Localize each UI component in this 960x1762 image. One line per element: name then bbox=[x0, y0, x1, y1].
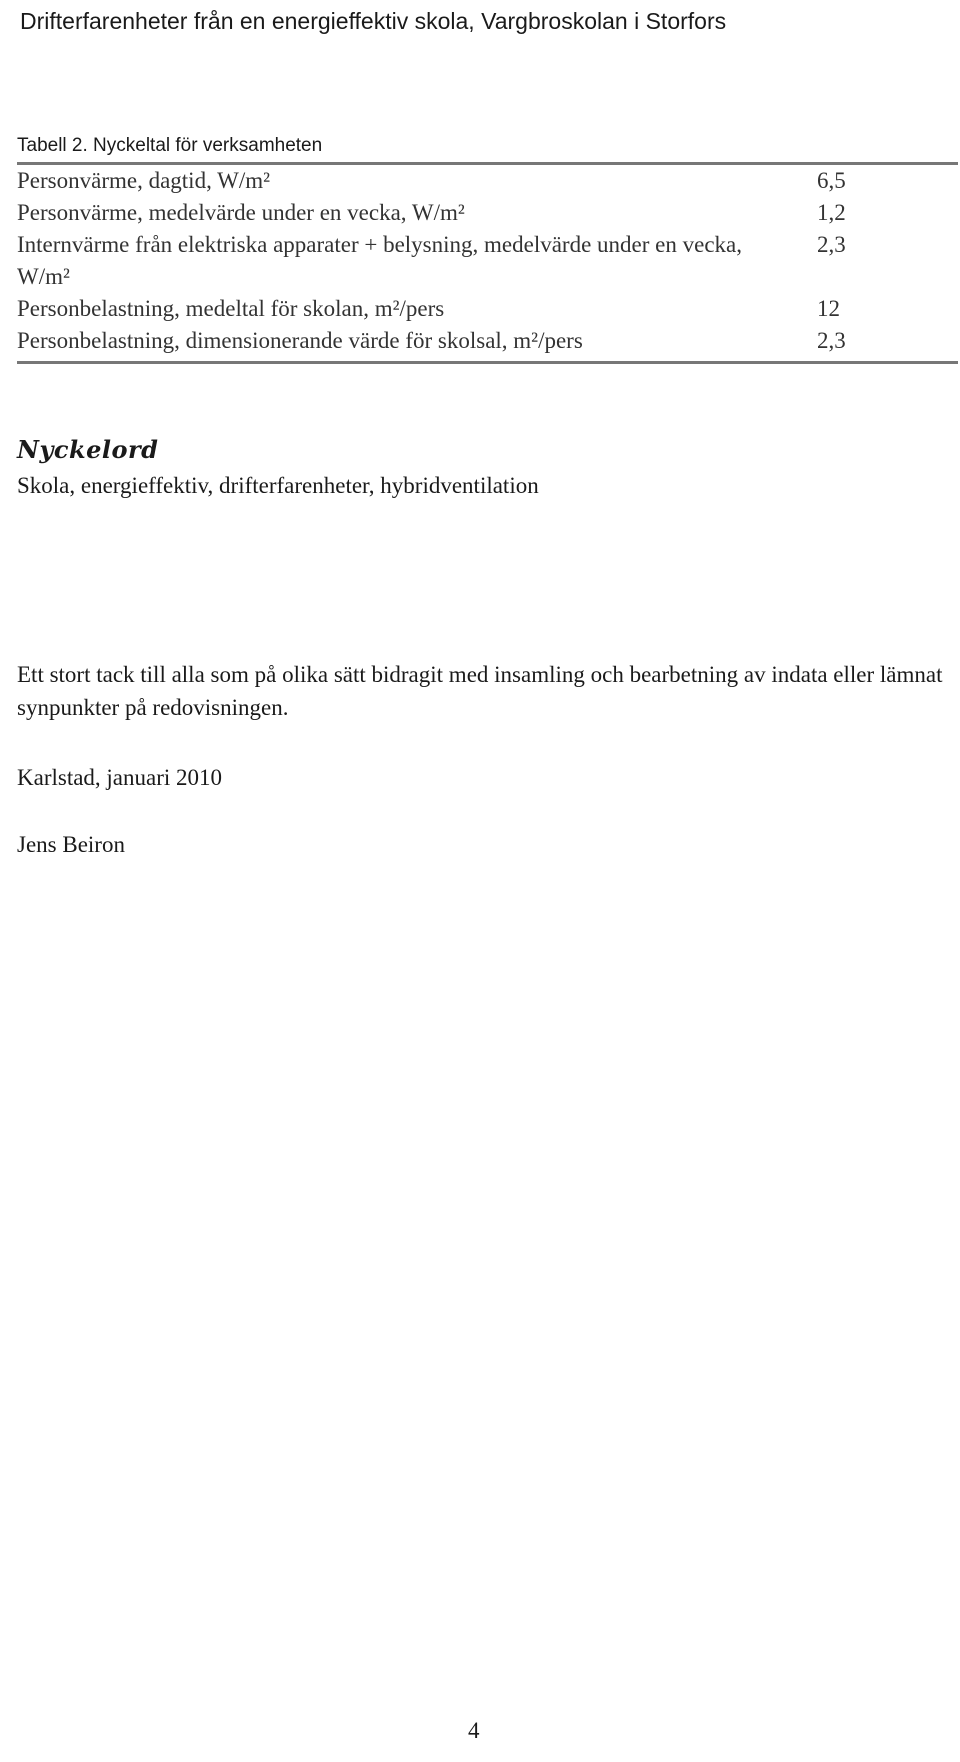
row-value: 2,3 bbox=[817, 232, 846, 257]
keywords-heading: Nyckelord bbox=[17, 435, 159, 464]
row-value: 2,3 bbox=[817, 328, 846, 353]
row-label: Personvärme, medelvärde under en vecka, W/m² bbox=[17, 200, 465, 225]
table-row bbox=[17, 229, 958, 293]
page-number: 4 bbox=[468, 1718, 480, 1743]
kpi-table bbox=[17, 162, 958, 364]
row-label: Personbelastning, medeltal för skolan, m²/pers bbox=[17, 296, 445, 321]
row-value: 1,2 bbox=[817, 200, 846, 225]
row-label: Personvärme, dagtid, W/m² bbox=[17, 168, 271, 193]
keywords-text: Skola, energieffektiv, drifterfarenheter, hybridventilation bbox=[17, 473, 539, 498]
table-row bbox=[17, 165, 958, 197]
page-header: Drifterfarenheter från en energieffektiv skola, Vargbroskolan i Storfors bbox=[20, 8, 727, 34]
row-label: Personbelastning, dimensionerande värde för skolsal, m²/pers bbox=[17, 328, 583, 353]
place-date: Karlstad, januari 2010 bbox=[17, 765, 223, 790]
table-row bbox=[17, 197, 958, 229]
row-value: 6,5 bbox=[817, 168, 846, 193]
author-name: Jens Beiron bbox=[17, 832, 125, 857]
table-row bbox=[17, 325, 958, 357]
row-value: 12 bbox=[817, 296, 840, 321]
acknowledgement-paragraph: Ett stort tack till alla som på olika sätt bidragit med insamling och bearbetning av indata eller lämnat synpunkter på redovisningen. bbox=[17, 662, 943, 720]
table-caption: Tabell 2. Nyckeltal för verksamheten bbox=[17, 135, 323, 156]
table-row bbox=[17, 293, 958, 325]
row-label: Internvärme från elektriska apparater + belysning, medelvärde under en vecka, W/m² bbox=[17, 232, 742, 289]
